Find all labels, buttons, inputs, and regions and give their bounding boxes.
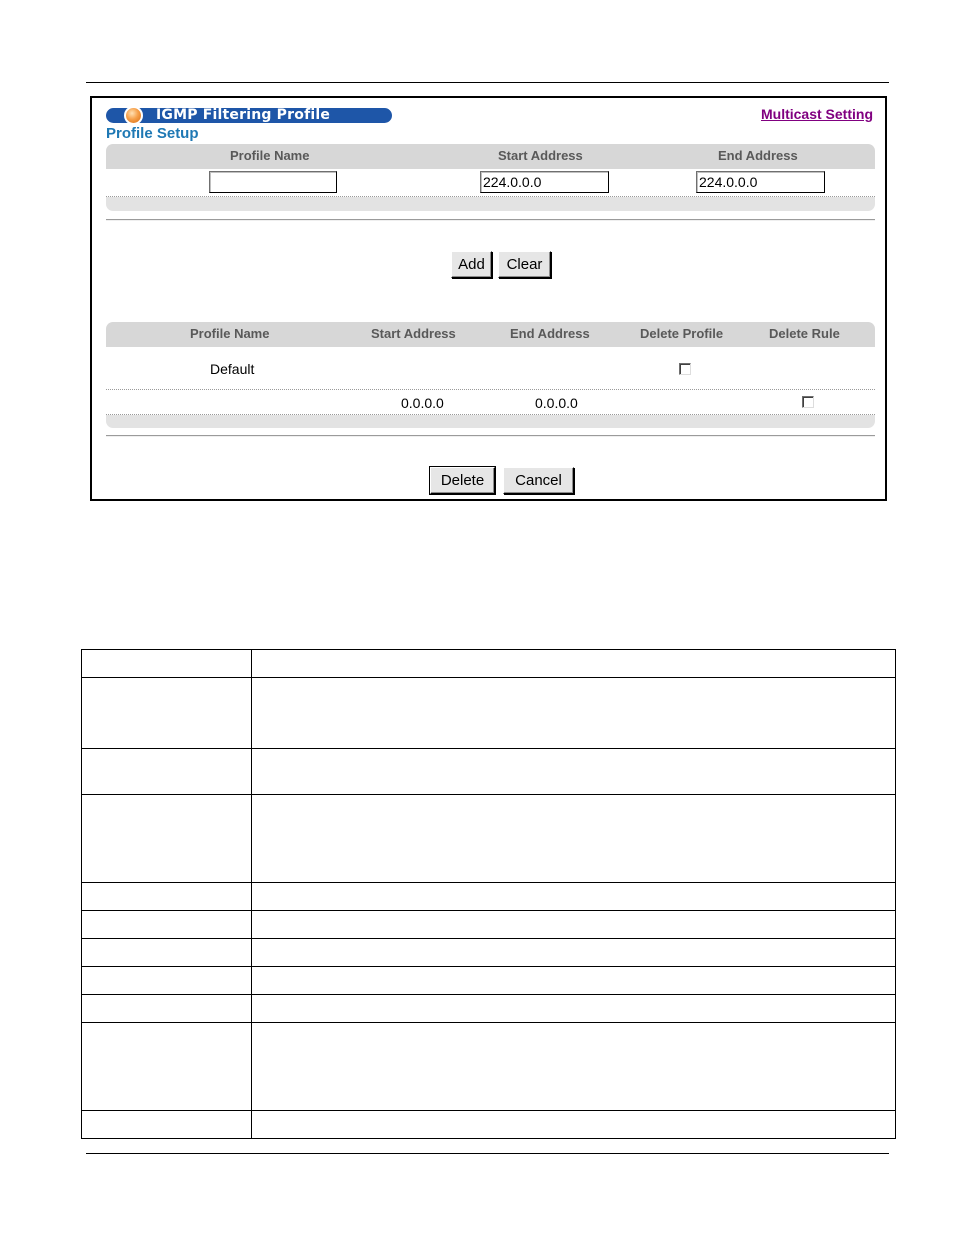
table-cell — [251, 967, 895, 995]
profile-list-table — [106, 322, 875, 428]
table-cell — [82, 1111, 252, 1139]
igmp-filtering-profile-panel — [90, 96, 887, 501]
table-cell — [251, 995, 895, 1023]
table-cell — [82, 995, 252, 1023]
orange-ball-icon — [124, 106, 143, 125]
col-end-address: End Address — [510, 326, 590, 341]
setup-table-footer — [106, 197, 875, 211]
table-cell — [251, 678, 895, 749]
table-cell — [82, 967, 252, 995]
list-table-footer — [106, 415, 875, 428]
table-cell — [82, 911, 252, 939]
delete-button[interactable]: Delete — [430, 467, 495, 494]
col-delete-rule: Delete Rule — [769, 326, 840, 341]
col-start-address: Start Address — [498, 148, 583, 163]
col-profile-name: Profile Name — [230, 148, 310, 163]
table-cell — [251, 1023, 895, 1111]
panel-title: IGMP Filtering Profile — [156, 107, 331, 123]
end-address-cell: 0.0.0.0 — [535, 395, 578, 411]
top-rule — [86, 82, 889, 83]
row-divider — [106, 389, 875, 390]
panel-title-bar — [106, 108, 392, 123]
table-cell — [251, 883, 895, 911]
table-cell — [82, 939, 252, 967]
divider — [106, 219, 875, 221]
clear-button[interactable]: Clear — [498, 251, 551, 278]
col-start-address: Start Address — [371, 326, 456, 341]
field-description-table — [81, 649, 896, 1139]
setup-table-header — [106, 144, 875, 169]
profile-setup-table — [106, 144, 875, 211]
cancel-button[interactable]: Cancel — [503, 467, 574, 494]
end-address-input[interactable] — [696, 171, 825, 193]
table-cell — [82, 650, 252, 678]
table-cell — [82, 749, 252, 795]
table-cell — [82, 883, 252, 911]
table-cell — [251, 939, 895, 967]
table-cell — [251, 650, 895, 678]
profile-name-cell: Default — [210, 361, 255, 377]
table-cell — [251, 749, 895, 795]
profile-name-input[interactable] — [209, 171, 337, 193]
table-cell — [82, 678, 252, 749]
col-profile-name: Profile Name — [190, 326, 270, 341]
col-delete-profile: Delete Profile — [640, 326, 724, 341]
col-end-address: End Address — [718, 148, 798, 163]
divider — [106, 435, 875, 437]
section-title: Profile Setup — [106, 125, 199, 142]
table-cell — [251, 911, 895, 939]
multicast-setting-link[interactable]: Multicast Setting — [760, 106, 873, 122]
table-cell — [82, 795, 252, 883]
list-table-header — [106, 322, 875, 347]
start-address-input[interactable] — [480, 171, 609, 193]
table-cell — [82, 1023, 252, 1111]
table-cell — [251, 795, 895, 883]
bottom-rule — [86, 1153, 889, 1154]
table-cell — [251, 1111, 895, 1139]
add-button[interactable]: Add — [451, 251, 492, 278]
delete-profile-checkbox[interactable] — [679, 363, 691, 375]
delete-rule-checkbox[interactable] — [802, 396, 814, 408]
start-address-cell: 0.0.0.0 — [401, 395, 444, 411]
